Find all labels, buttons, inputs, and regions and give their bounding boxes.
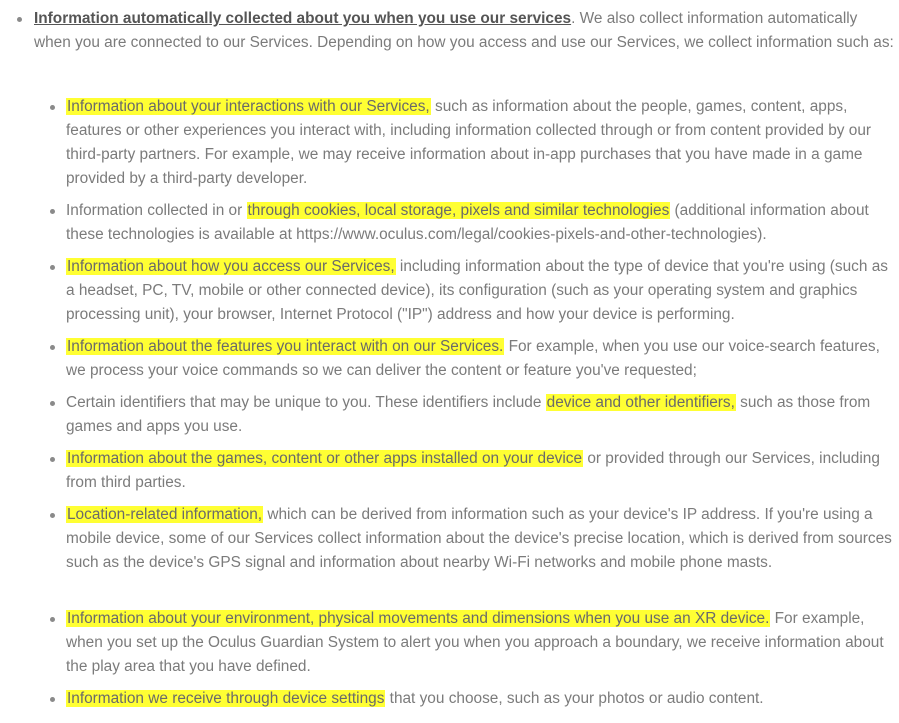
list-item (66, 335, 892, 383)
list-item-automatic-info (34, 7, 896, 55)
list-item (66, 607, 892, 679)
bullet-icon (50, 345, 55, 350)
section-heading: Information automatically collected about you when you use our services (34, 10, 572, 27)
item-text: (additional information about these technologies is available at https://www.oculus.com/legal/cookies-pixels-and-other-technologies). (66, 202, 869, 243)
bullet-icon (17, 17, 22, 22)
list-item (66, 95, 892, 191)
bullet-icon (50, 513, 55, 518)
highlighted-text: Information about the games, content or other apps installed on your device (67, 450, 583, 467)
highlighted-text: Information about your interactions with our Services, (67, 98, 430, 115)
list-item (66, 687, 892, 711)
bullet-icon (50, 105, 55, 110)
item-text: For example, when you use our voice-search features, we process your voice commands so we can deliver the content or feature you've requested; (66, 338, 880, 379)
item-text: such as those from games and apps you use. (66, 394, 871, 435)
item-text: Information collected in or (66, 202, 247, 219)
item-text: such as information about the people, games, content, apps, features or other experiences you interact with, including information collected through or from content provided by our third-party partners. For example, we may receive information about in-app purchases that you have made in a game provided by a third-party developer. (66, 98, 872, 187)
highlighted-text: Information about how you access our Services, (67, 258, 395, 275)
item-text: including information about the type of device that you're using (such as a headset, PC, TV, mobile or other connected device), its configuration (such as your operating system and graphics processing unit), your browser, Internet Protocol ("IP") address and how your device is performing. (66, 258, 888, 323)
section-intro-text: . We also collect information automatically when you are connected to our Services. Depending on how you access and use our Services, we collect information such as: (34, 10, 894, 51)
bullet-icon (50, 457, 55, 462)
item-text: Certain identifiers that may be unique to you. These identifiers include (66, 394, 546, 411)
item-text: which can be derived from information such as your device's IP address. If you're using a mobile device, some of our Services collect information about the device's precise location, which is derived from sources such as the device's GPS signal and information about nearby Wi-Fi networks and mobile phone masts. (66, 506, 892, 571)
bullet-icon (50, 265, 55, 270)
highlighted-text: Location-related information, (67, 506, 263, 523)
list-item (66, 255, 892, 327)
highlighted-text: Information we receive through device settings (67, 690, 385, 707)
highlighted-text: Information about your environment, physical movements and dimensions when you use an XR device. (67, 610, 770, 627)
bullet-icon (50, 209, 55, 214)
bullet-icon (50, 617, 55, 622)
list-item (66, 447, 892, 495)
list-item (66, 503, 892, 575)
item-text: that you choose, such as your photos or audio content. (385, 690, 764, 707)
item-text: For example, when you set up the Oculus Guardian System to alert you when you approach a boundary, we receive information about the play area that you have defined. (66, 610, 884, 675)
bullet-icon (50, 697, 55, 702)
highlighted-text: Information about the features you interact with on our Services. (67, 338, 504, 355)
list-item (66, 199, 892, 247)
item-text: or provided through our Services, including from third parties. (66, 450, 880, 491)
highlighted-text: device and other identifiers, (546, 394, 735, 411)
bullet-icon (50, 401, 55, 406)
highlighted-text: through cookies, local storage, pixels and similar technologies (247, 202, 670, 219)
list-item (66, 391, 892, 439)
